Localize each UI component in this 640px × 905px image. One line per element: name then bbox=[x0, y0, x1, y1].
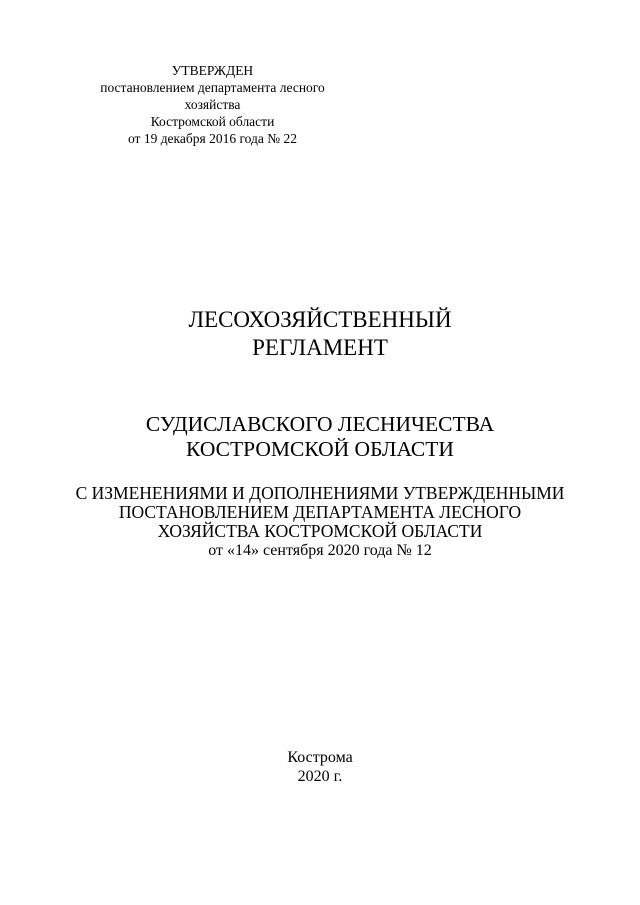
approval-date: от 19 декабря 2016 года № 22 bbox=[127, 131, 298, 146]
document-title bbox=[0, 306, 640, 362]
amendments-line-1: С ИЗМЕНЕНИЯМИ И ДОПОЛНЕНИЯМИ УТВЕРЖДЕННЫМИ bbox=[75, 483, 565, 503]
approval-heading: УТВЕРЖДЕН bbox=[171, 63, 254, 78]
footer-city: Кострома bbox=[287, 749, 353, 766]
document-title-line-1: ЛЕСОХОЗЯЙСТВЕННЫЙ bbox=[188, 307, 452, 332]
forestry-name-line-2: КОСТРОМСКОЙ ОБЛАСТИ bbox=[186, 437, 454, 461]
approval-region: Костромской области bbox=[150, 114, 275, 129]
footer-year: 2020 г. bbox=[297, 768, 343, 785]
amendments-line-2: ПОСТАНОВЛЕНИЕМ ДЕПАРТАМЕНТА ЛЕСНОГО bbox=[118, 502, 522, 522]
amendments-line-3: ХОЗЯЙСТВА КОСТРОМСКОЙ ОБЛАСТИ bbox=[157, 521, 483, 541]
forestry-name bbox=[0, 412, 640, 462]
place-and-year bbox=[0, 748, 640, 786]
amendments-note bbox=[0, 484, 640, 560]
approval-authority-line: постановлением департамента лесного bbox=[100, 80, 325, 95]
approval-authority-line-2: хозяйства bbox=[184, 97, 241, 112]
amendments-date: от «14» сентября 2020 года № 12 bbox=[208, 542, 432, 559]
approval-stamp-block bbox=[70, 62, 355, 147]
forestry-name-line-1: СУДИСЛАВСКОГО ЛЕСНИЧЕСТВА bbox=[145, 412, 495, 436]
document-title-line-2: РЕГЛАМЕНТ bbox=[252, 335, 388, 360]
